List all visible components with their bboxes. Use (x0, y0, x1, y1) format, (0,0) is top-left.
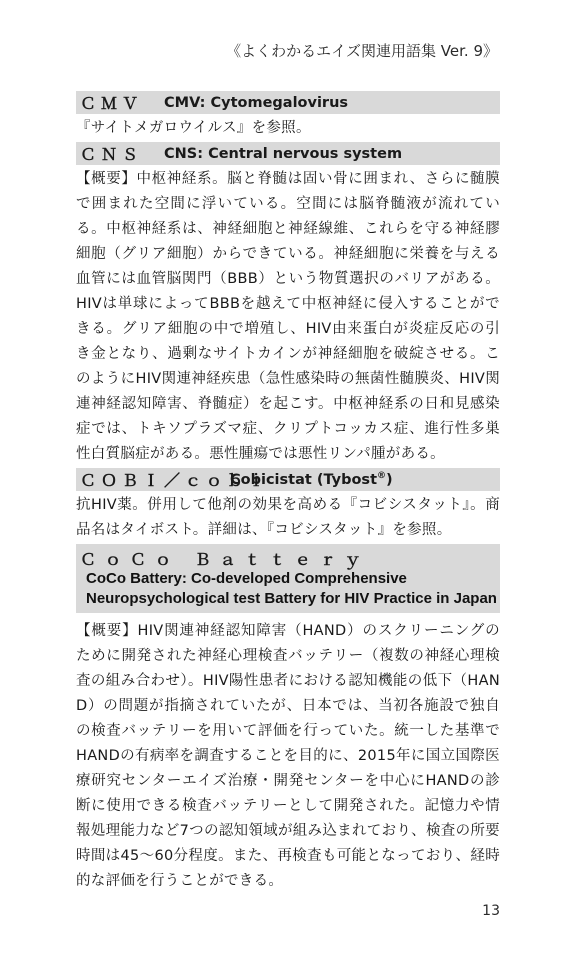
entry-term-line-1: CoCo Battery: Co-developed Comprehensive (86, 570, 407, 587)
entry-body-cobi: 抗HIV薬。併用して他剤の効果を高める『コビシスタット』。商品名はタイボスト。詳細は、『コビシスタット』を参照。 (76, 497, 500, 538)
entry-term-line-2: Neuropsychological test Battery for HIV Practice in Japan (86, 590, 497, 607)
entry-body-cns: 【概要】中枢神経系。脳と脊髄は固い骨に囲まれ、さらに髄膜で囲まれた空間に浮いている。空間には脳脊髄液が流れている。中枢神経系は、神経細胞と神経線維、これらを守る神経膠細胞（グリア細胞）からできている。神経細胞に栄養を与える血管には血管脳関門（BBB）という物質選択のバリアがある。HIVは単球によってBBBを越えて中枢神経に侵入することができる。グリア細胞の中で増殖し、HIV由来蛋白が炎症反応の引き金となり、過剰なサイトカインが神経細胞を破綻させる。このようにHIV関連神経疾患（急性感染時の無菌性髄膜炎、HIV関連神経認知障害、脊髄症）を起こす。中枢神経系の日和見感染症では、トキソプラズマ症、クリプトコッカス症、進行性多巣性白質脳症がある。悪性腫瘍では悪性リンパ腫がある。 (76, 171, 500, 462)
entry-code: ＣＯＢＩ／ｃｏｂｉ (80, 471, 270, 490)
entry-code: ＣＭＶ (80, 94, 144, 113)
entry-term: CNS: Central nervous system (164, 145, 403, 162)
entry-code: ＣｏＣｏ Ｂａｔｔｅｒｙ (80, 550, 370, 569)
registered-mark: ® (377, 470, 386, 481)
running-header: 《よくわかるエイズ関連用語集 Ver. 9》 (226, 42, 498, 60)
entry-heading-coco-battery (76, 544, 500, 613)
entry-term-close: ) (386, 471, 393, 488)
page-number: 13 (482, 903, 500, 919)
entry-heading-cmv (76, 91, 500, 114)
entry-body-cmv: 『サイトメガロウイルス』を参照。 (76, 120, 311, 136)
glossary-content (76, 91, 500, 895)
entry-heading-cobi (76, 468, 500, 491)
entry-term (230, 472, 393, 488)
entry-code: ＣＮＳ (80, 145, 144, 164)
entry-body-coco-battery: 【概要】HIV関連神経認知障害（HAND）のスクリーニングのために開発された神経心理検査バッテリー（複数の神経心理検査の組み合わせ）。HIV陽性患者における認知機能の低下（HAND）の問題が指摘されていたが、日本では、当初各施設で独自の検査バッテリーを用いて評価を行っていた。統一した基準でHANDの有病率を調査することを目的に、2015年に国立国際医療研究センターエイズ治療・開発センターを中心にHANDの診断に使用できる検査バッテリーとして開発された。記憶力や情報処理能力など7つの認知領域が組み込まれており、検査の所要時間は45〜60分程度。また、再検査も可能となっており、経時的な評価を行うことができる。 (76, 623, 500, 889)
entry-term-text: Cobicistat (Tybost (230, 471, 377, 488)
entry-heading-cns (76, 142, 500, 165)
entry-term: CMV: Cytomegalovirus (164, 94, 349, 111)
